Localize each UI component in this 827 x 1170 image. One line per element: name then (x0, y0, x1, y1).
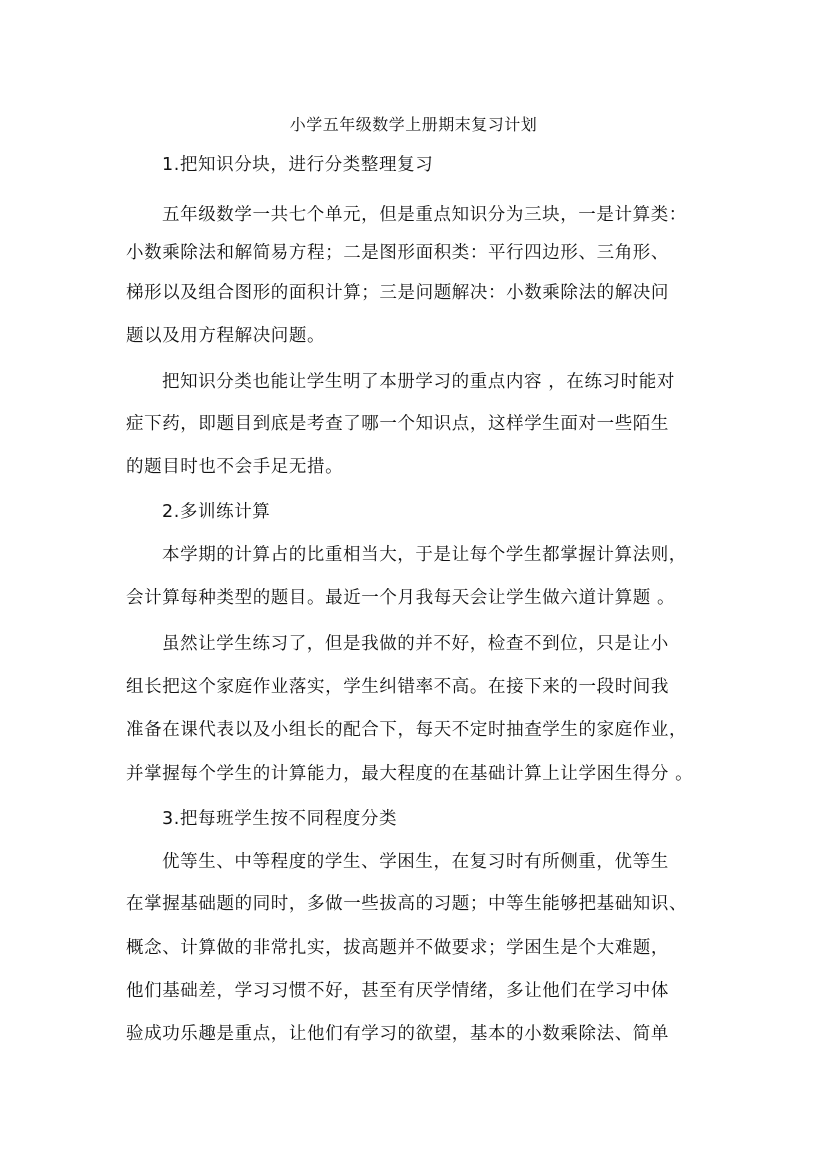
paragraph-line: 并掌握每个学生的计算能力，最大程度的在基础计算上让学困生得分 。 (126, 764, 694, 784)
section-heading: 3.把每班学生按不同程度分类 (162, 809, 398, 829)
paragraph-line: 症下药，即题目到底是考查了哪一个知识点，这样学生面对一些陌生 (126, 414, 669, 434)
paragraph-line: 虽然让学生练习了，但是我做的并不好，检查不到位，只是让小 (162, 634, 669, 654)
paragraph-line: 组长把这个家庭作业落实，学生纠错率不高。在接下来的一段时间我 (126, 677, 669, 697)
paragraph-line: 题以及用方程解决问题。 (126, 326, 326, 346)
paragraph-line: 优等生、中等程度的学生、学困生，在复习时有所侧重，优等生 (162, 852, 669, 872)
document-title: 小学五年级数学上册期末复习计划 (289, 115, 538, 134)
paragraph-line: 本学期的计算占的比重相当大，于是让每个学生都掌握计算法则， (162, 545, 687, 565)
paragraph-line: 梯形以及组合图形的面积计算；三是问题解决：小数乘除法的解决问 (126, 283, 669, 303)
paragraph-line: 会计算每种类型的题目。最近一个月我每天会让学生做六道计算题 。 (126, 588, 676, 608)
paragraph-line: 五年级数学一共七个单元，但是重点知识分为三块，一是计算类： (162, 205, 687, 225)
paragraph-line: 把知识分类也能让学生明了本册学习的重点内容 ，在练习时能对 (162, 372, 675, 392)
paragraph-line: 概念、计算做的非常扎实，拔高题并不做要求；学困生是个大难题， (126, 938, 669, 958)
paragraph-line: 他们基础差，学习习惯不好，甚至有厌学情绪，多让他们在学习中体 (126, 981, 669, 1001)
paragraph-line: 的题目时也不会手足无措。 (126, 457, 344, 477)
paragraph-line: 验成功乐趣是重点，让他们有学习的欲望，基本的小数乘除法、简单 (126, 1024, 669, 1044)
section-heading: 1.把知识分块，进行分类整理复习 (162, 155, 434, 175)
section-heading: 2.多训练计算 (162, 502, 271, 522)
paragraph-line: 小数乘除法和解简易方程；二是图形面积类：平行四边形、三角形、 (126, 243, 669, 263)
paragraph-line: 准备在课代表以及小组长的配合下，每天不定时抽查学生的家庭作业， (126, 720, 688, 740)
paragraph-line: 在掌握基础题的同时，多做一些拔高的习题；中等生能够把基础知识、 (126, 894, 688, 914)
